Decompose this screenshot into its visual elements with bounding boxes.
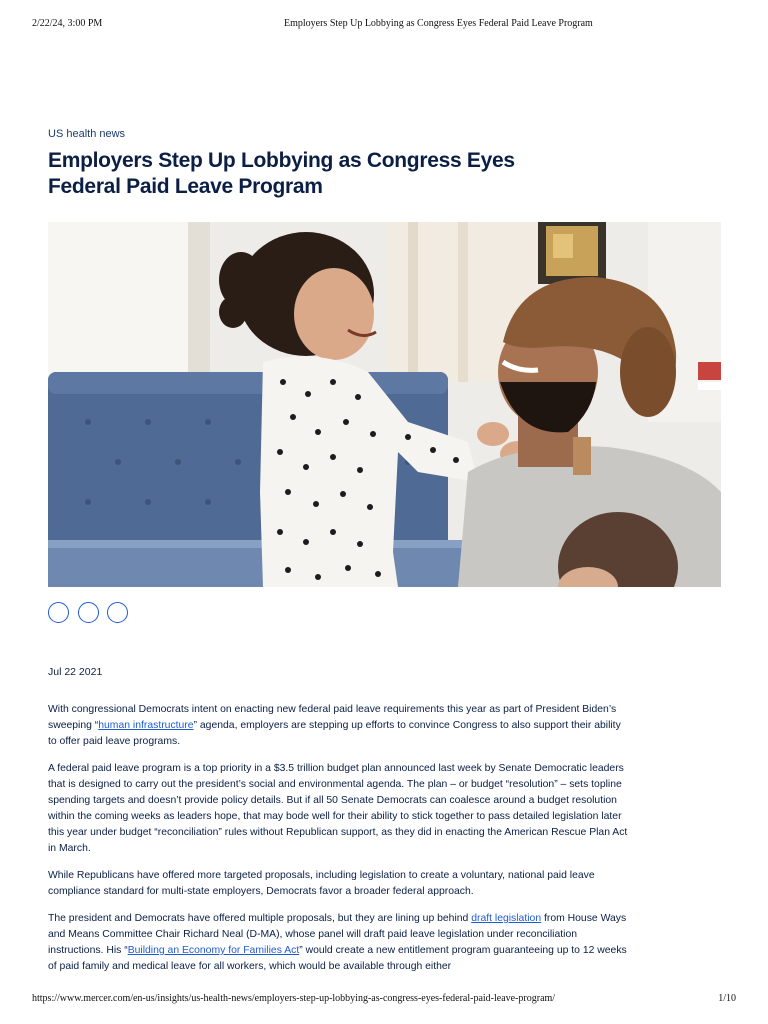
- headline-line-2: Federal Paid Leave Program: [48, 175, 323, 198]
- publish-date: Jul 22 2021: [48, 666, 103, 678]
- paragraph-4: [48, 911, 628, 975]
- print-page-number: 1/10: [718, 993, 736, 1004]
- print-page-title: Employers Step Up Lobbying as Congress Eyes Federal Paid Leave Program: [284, 18, 593, 29]
- p4-text-c: ” would create a new entitlement program guaranteeing up to 12 weeks of paid family and medical leave for all workers, which would be available through either: [48, 945, 627, 972]
- hero-image: [48, 222, 721, 587]
- print-header: [32, 18, 736, 32]
- families-act-link[interactable]: Building an Economy for Families Act: [127, 945, 300, 956]
- article-body: [48, 702, 628, 986]
- share-circle-icon-1[interactable]: [48, 602, 69, 623]
- print-url: https://www.mercer.com/en-us/insights/us-health-news/employers-step-up-lobbying-as-congress-eyes-federal-paid-leave-program/: [32, 993, 556, 1004]
- p1-text-a: With congressional Democrats intent on enacting new federal paid leave requirements this year as part of President Biden’s sweeping “: [48, 704, 617, 731]
- human-infrastructure-link[interactable]: human infrastructure: [98, 720, 194, 731]
- category-link[interactable]: US health news: [48, 128, 126, 140]
- print-footer: [32, 993, 736, 1007]
- paragraph-3: While Republicans have offered more targeted proposals, including legislation to create a voluntary, national paid leave compliance standard for multi-state employers, Democrats favor a broader federal approach.: [48, 870, 595, 897]
- article-headline: [48, 148, 568, 200]
- headline-line-1: Employers Step Up Lobbying as Congress Eyes: [48, 149, 515, 172]
- paragraph-2: A federal paid leave program is a top priority in a $3.5 trillion budget plan announced last week by Senate Democratic leaders that is designed to carry out the president’s social and environmental agenda. The plan – or budget “resolution” – sets topline spending targets and doesn’t provide policy details. But if all 50 Senate Democrats can coalesce around a budget resolution within the coming weeks as leaders hope, that may bode well for their ability to stick together to pass detailed legislation later this year under budget “reconciliation” rules without Republican support, as they did in enacting the American Rescue Plan Act in March.: [48, 763, 628, 854]
- print-datetime: 2/22/24, 3:00 PM: [32, 18, 103, 29]
- p4-text-a: The president and Democrats have offered multiple proposals, but they are lining up behind: [48, 913, 472, 924]
- draft-legislation-link[interactable]: draft legislation: [471, 913, 542, 924]
- share-circle-icon-2[interactable]: [78, 602, 99, 623]
- p1-text-b: ” agenda, employers are stepping up efforts to convince Congress to also support their ability to offer paid leave programs.: [48, 720, 621, 747]
- paragraph-1: [48, 702, 628, 750]
- share-circle-icon-3[interactable]: [107, 602, 128, 623]
- p4-text-b: from House Ways and Means Committee Chair Richard Neal (D-MA), whose panel will draft paid leave legislation under reconciliation instructions. His “: [48, 913, 627, 956]
